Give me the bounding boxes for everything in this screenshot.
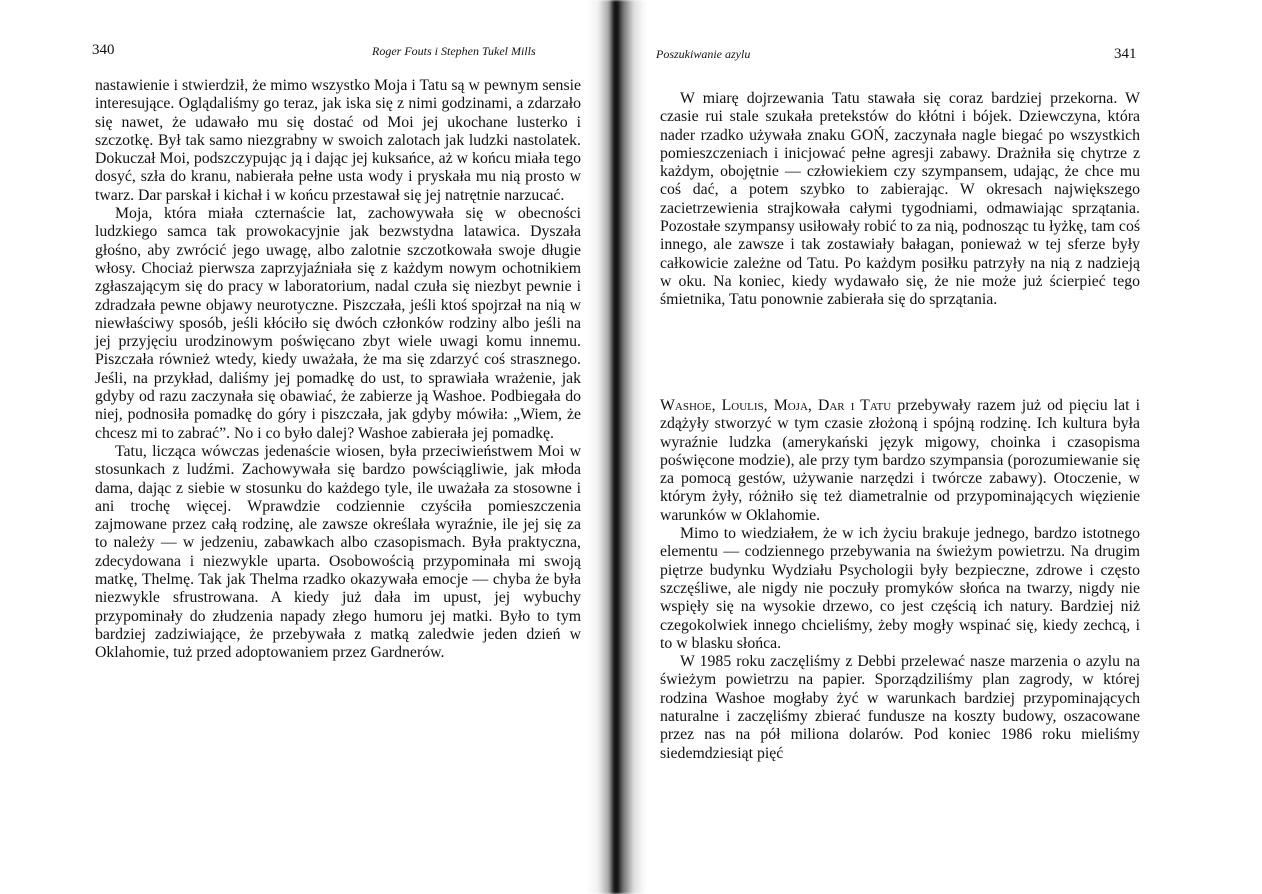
page-number-right: 341 — [1114, 46, 1137, 62]
left-page-body — [95, 77, 581, 663]
section-first-paragraph — [660, 397, 1140, 525]
right-page-body-section — [660, 397, 1140, 763]
paragraph: nastawienie i stwierdził, że mimo wszystko Moja i Tatu są w pewnym sensie interesujące. Oglądaliśmy go teraz, jak iska się z nimi godzinami, a zdarzało się nawet, że udawało mu się dostać od Moi jej ukochane lusterko i szczotkę. Był tak samo niezgrabny w swoich zalotach jak ludzki nastolatek. Dokuczał Moi, podszczypując ją i dając jej kuksańce, aż w końcu miała tego dosyć, szła do kranu, nabierała pełne usta wody i pryskała mu nią prosto w twarz. Dar parskał i kichał i w końcu przestawał się jej natrętnie narzucać. — [95, 77, 581, 204]
running-head-right: Poszukiwanie azylu — [656, 47, 751, 61]
left-page — [0, 0, 620, 894]
paragraph: Tatu, licząca wówczas jedenaście wiosen, była przeciwieństwem Moi w stosunkach z ludźmi. Zachowywała się bardzo powściągliwie, jak młoda dama, dając z siebie w stosunku do każdego tyle, ile uważała za stosowne i ani trochę więcej. Wprawdzie codziennie czyściła pomieszczenia zajmowane przez całą rodzinę, ale zawsze określała wyraźnie, ile jej się za to należy — w jedzeniu, zabawkach albo czasopismach. Była praktyczna, zdecydowana i niezwykle uparta. Osobowością przypominała mi swoją matkę, Thelmę. Tak jak Thelma rzadko okazywała emocje — chyba że była niezwykle sfrustrowana. A kiedy już dała im upust, jej wybuchy przypominały do złudzenia napady złego humoru jej matki. Było to tym bardziej zadziwiające, że przebywała z matką zaledwie jeden dzień w Oklahomie, tuż przed adoptowaniem przez Gardnerów. — [95, 442, 581, 662]
paragraph: W miarę dojrzewania Tatu stawała się coraz bardziej przekorna. W czasie rui stale szukała pretekstów do kłótni i bójek. Dziewczyna, która nader rzadko używała znaku GOŃ, zaczynała nagle biegać po wszystkich pomieszczeniach i inicjować pełne agresji zabawy. Drażniła się chytrze z każdym, obojętnie — człowiekiem czy szympansem, udając, że chce mu coś dać, a potem szybko to zabierając. W okresach największego zacietrzewienia strajkowała całymi tygodniami, odmawiając sprzątania. Pozostałe szympansy usiłowały robić to za nią, podnosząc tu łyżkę, tam coś innego, ale zawsze i tak zostawiały bałagan, ponieważ w tej sferze były całkowicie zależne od Tatu. Po każdym posiłku patrzyły na nią z nadzieją w oku. Na koniec, kiedy wydawało się, że nie może już ścierpieć tego śmietnika, Tatu ponownie zabierała się do sprzątania. — [660, 90, 1140, 309]
paragraph: Moja, która miała czternaście lat, zachowywała się w obecności ludzkiego samca tak prowokacyjnie jak bezwstydna latawica. Dyszała głośno, aby zwrócić jego uwagę, albo zalotnie szczotkowała swoje długie włosy. Chociaż pierwsza zaprzyjaźniała się z każdym nowym ochotnikiem zgłaszającym się do pracy w laboratorium, nadal czuła się niezbyt pewnie i zdradzała pewne objawy neurotyczne. Piszczała, jeśli ktoś spojrzał na nią w niewłaściwy sposób, jeśli kłóciło się dwóch członków rodziny albo jeśli na jej przyjęciu urodzinowym poświęcano zbyt wiele uwagi komu innemu. Piszczała również wtedy, kiedy uważała, że ma się zdarzyć coś strasznego. Jeśli, na przykład, daliśmy jej pomadkę do ust, to sprawiała wrażenie, jak gdyby od razu zaczynała się obawiać, że zabierze ją Washoe. Podbiegała do niej, podnosiła pomadkę do góry i piszczała, jak gdyby mówiła: „Wiem, że chcesz mi to zabrać”. No i co było dalej? Washoe zabierała jej pomadkę. — [95, 205, 581, 442]
running-head-left: Roger Fouts i Stephen Tukel Mills — [372, 44, 536, 58]
page-number-left: 340 — [92, 42, 115, 58]
paragraph: Mimo to wiedziałem, że w ich życiu brakuje jednego, bardzo istotnego elementu — codziennego przebywania na świeżym powietrzu. Na drugim piętrze budynku Wydziału Psychologii były bezpieczne, zdrowe i często szczęśliwe, ale nigdy nie poczuły promyków słońca na twarzy, nigdy nie wspięły się na wysokie drzewo, co jest częścią ich natury. Bardziej niż czegokolwiek innego chcieliśmy, żeby mogły wspinać się, kiedy zechcą, i to w blasku słońca. — [660, 525, 1140, 652]
section-first-rest: przebywały razem już od pięciu lat i zdążyły stworzyć w tym czasie złożoną i spójną rodzinę. Ich kultura była wyraźnie ludzka (amerykański język migowy, choinka i czasopisma poświęcone modzie), ale przy tym bardzo szympansia (porozumiewanie się za pomocą gestów, używanie narzędzi i twórcze zabawy). Otoczenie, w którym żyły, różniło się też diametralnie od przypominających więzienie warunków w Oklahomie. — [660, 397, 1140, 524]
section-lead-in: Washoe, Loulis, Moja, Dar i Tatu — [660, 397, 892, 414]
right-page-body-top — [660, 90, 1140, 310]
paragraph: W 1985 roku zaczęliśmy z Debbi przelewać nasze marzenia o azylu na świeżym powietrzu na papier. Sporządziliśmy plan zagrody, w której rodzina Washoe mogłaby żyć w warunkach bardziej przypominających naturalne i zaczęliśmy zbierać fundusze na koszty budowy, oszacowane przez nas na pół miliona dolarów. Pod koniec 1986 roku mieliśmy siedemdziesiąt pięć — [660, 653, 1140, 762]
